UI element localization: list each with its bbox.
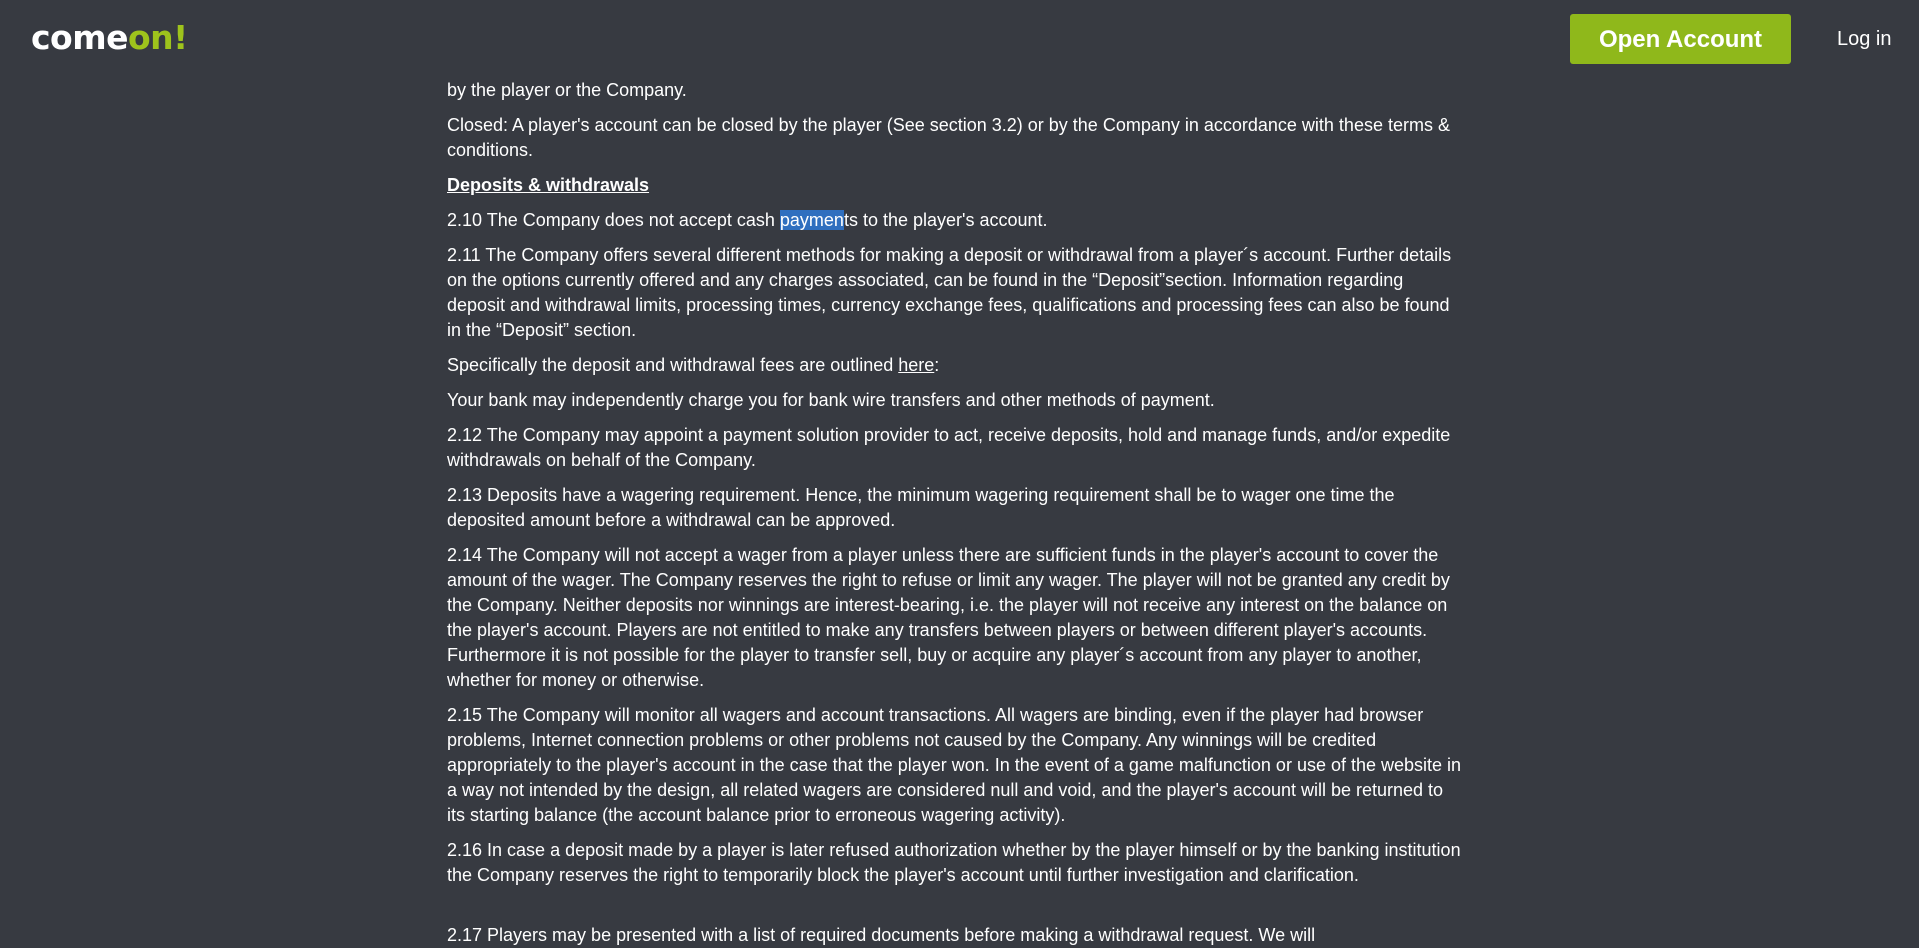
paragraph-2-13: 2.13 Deposits have a wagering requirement. Hence, the minimum wagering requirement shall be to wager one time the deposited amount before a withdrawal can be approved.: [447, 485, 1395, 530]
open-account-button[interactable]: Open Account: [1570, 14, 1791, 64]
site-header: [0, 0, 1919, 78]
logo-text-come: come: [31, 18, 128, 57]
paragraph-fees: [447, 353, 1462, 378]
paragraph-2-15: 2.15 The Company will monitor all wagers and account transactions. All wagers are binding, even if the player had browser problems, Internet connection problems or other problems not caused by the Company. Any winnings will be credited appropriately to the player's account in the case that the player won. In the event of a game malfunction or use of the website in a way not intended by the design, all related wagers are considered null and void, and the player's account will be returned to its starting balance (the account balance prior to erroneous wagering activity).: [447, 705, 1462, 825]
terms-content: [447, 78, 1462, 898]
paragraph-2-11: 2.11 The Company offers several different methods for making a deposit or withdrawal from a player´s account. Further details on the options currently offered and any charges associated, can be found in the “Deposit”section. Information regarding deposit and withdrawal limits, processing times, currency exchange fees, qualifications and processing fees can also be found in the “Deposit” section.: [447, 245, 1452, 340]
paragraph-2-10-end: ts to the player's account.: [843, 210, 1048, 230]
paragraph-closed: Closed: A player's account can be closed by the player (See section 3.2) or by the Company in accordance with these terms & conditions.: [447, 115, 1450, 160]
comeon-logo[interactable]: [31, 20, 188, 56]
fees-colon: :: [934, 355, 940, 375]
logo-text-on: on!: [128, 18, 188, 57]
selected-text: paymen: [779, 210, 844, 230]
paragraph-status-tail: by the player or the Company.: [447, 80, 687, 100]
login-link[interactable]: Log in: [1837, 28, 1892, 50]
paragraph-2-10-start: 2.10 The Company does not accept cash: [447, 210, 780, 230]
paragraph-2-16: 2.16 In case a deposit made by a player is later refused authorization whether by the player himself or by the banking institution the Company reserves the right to temporarily block the player's account until further investigation and clarification.: [447, 840, 1461, 885]
paragraph-2-10: [447, 208, 1462, 233]
fees-here-link[interactable]: here: [898, 355, 935, 375]
fees-text: Specifically the deposit and withdrawal fees are outlined: [447, 355, 899, 375]
paragraph-2-14: 2.14 The Company will not accept a wager from a player unless there are sufficient funds in the player's account to cover the amount of the wager. The Company reserves the right to refuse or limit any wager. The player will not be granted any credit by the Company. Neither deposits nor winnings are interest-bearing, i.e. the player will not receive any interest on the balance on the player's account. Players are not entitled to make any transfers between players or between different player's accounts. Furthermore it is not possible for the player to transfer sell, buy or acquire any player´s account from any player to another, whether for money or otherwise.: [447, 545, 1450, 690]
paragraph-bank: Your bank may independently charge you for bank wire transfers and other methods of payment.: [447, 390, 1215, 410]
paragraph-2-12: 2.12 The Company may appoint a payment solution provider to act, receive deposits, hold and manage funds, and/or expedite withdrawals on behalf of the Company.: [447, 425, 1451, 470]
section-heading-deposits: Deposits & withdrawals: [447, 175, 650, 195]
paragraph-2-17-partial: 2.17 Players may be presented with a list of required documents before making a withdrawal request. We will: [447, 925, 1316, 945]
